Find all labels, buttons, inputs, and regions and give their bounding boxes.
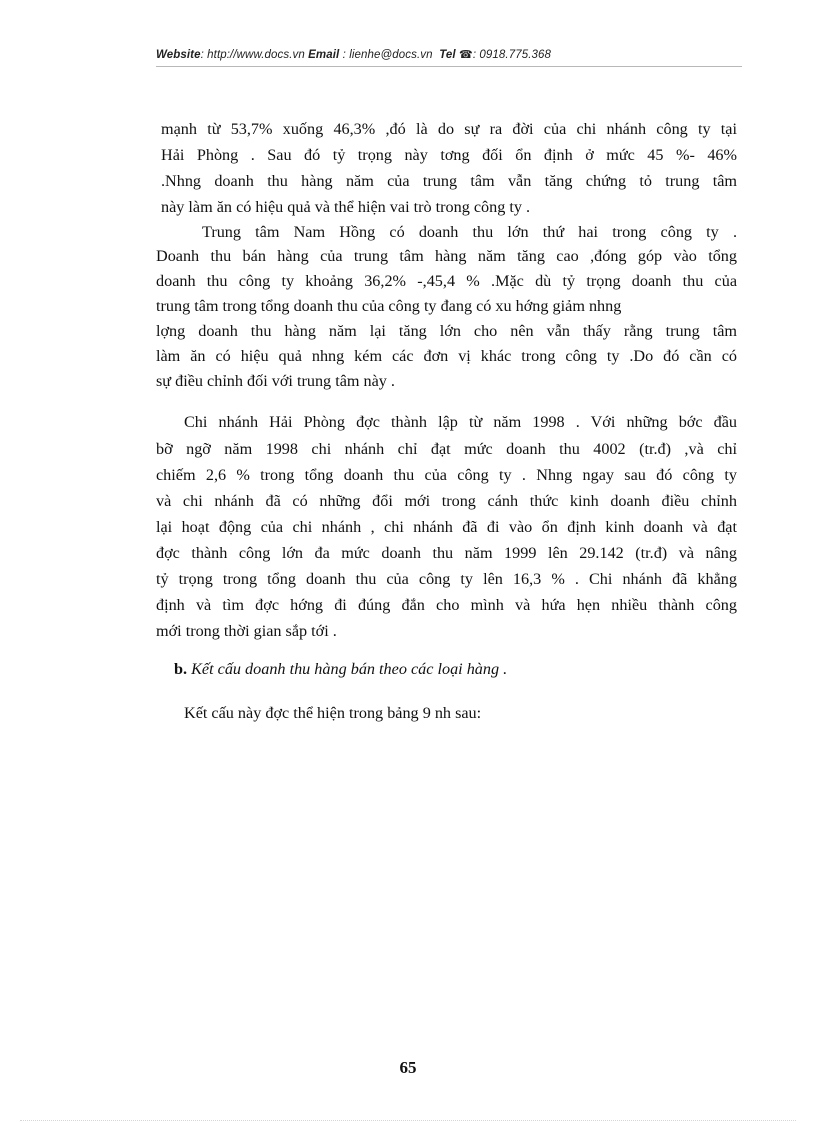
paragraph-2-line-1: Trung tâm Nam Hồng có doanh thu lớn thứ hai trong công ty .	[202, 223, 737, 241]
paragraph-2-line-5: lợng doanh thu hàng năm lại tăng lớn cho nên vẫn thấy rằng trung tâm	[156, 322, 737, 340]
paragraph-2-line-3: doanh thu công ty khoảng 36,2% -,45,4 % .Mặc dù tỷ trọng doanh thu của	[156, 272, 737, 290]
website-label: Website	[156, 49, 201, 61]
paragraph-3-line-9: mới trong thời gian sắp tới .	[156, 622, 337, 640]
header-divider	[156, 66, 742, 67]
table-intro-line: Kết cấu này đợc thể hiện trong bảng 9 nh sau:	[184, 704, 482, 722]
paragraph-3-line-2: bỡ ngỡ năm 1998 chi nhánh chỉ đạt mức doanh thu 4002 (tr.đ) ,và chỉ	[156, 440, 737, 458]
paragraph-1-line-3: .Nhng doanh thu hàng năm của trung tâm vẫn tăng chứng tỏ trung tâm	[161, 172, 737, 190]
paragraph-3-line-7: tỷ trọng trong tổng doanh thu của công ty lên 16,3 % . Chi nhánh đã khẳng	[156, 570, 737, 588]
email-label: Email	[308, 49, 340, 61]
paragraph-3-line-8: định và tìm đợc hớng đi đúng đắn cho mình và hứa hẹn nhiều thành công	[156, 596, 737, 614]
email-value: : lienhe@docs.vn	[339, 49, 433, 61]
paragraph-3-line-4: và chi nhánh đã có những đổi mới trong cánh thức kinh doanh điều chỉnh	[156, 492, 737, 510]
tel-value: : 0918.775.368	[472, 49, 551, 61]
paragraph-1-line-4: này làm ăn có hiệu quả và thể hiện vai trò trong công ty .	[161, 198, 531, 216]
paragraph-3-line-6: đợc thành công lớn đa mức doanh thu năm 1999 lên 29.142 (tr.đ) và nâng	[156, 544, 737, 562]
paragraph-2-line-2: Doanh thu bán hàng của trung tâm hàng năm tăng cao ,đóng góp vào tổng	[156, 247, 737, 265]
subheading-letter: b.	[174, 660, 188, 678]
page-number: 65	[399, 1058, 417, 1077]
paragraph-1-line-1: mạnh từ 53,7% xuống 46,3% ,đó là do sự ra đời của chi nhánh công ty tại	[161, 120, 737, 138]
paragraph-3-line-1: Chi nhánh Hải Phòng đợc thành lập từ năm 1998 . Với những bớc đầu	[184, 413, 737, 431]
subheading-title: Kết cấu doanh thu hàng bán theo các loại hàng .	[187, 660, 508, 678]
phone-icon: ☎	[459, 49, 473, 61]
paragraph-2-line-4: trung tâm trong tổng doanh thu của công ty đang có xu hớng giảm nhng	[156, 297, 622, 315]
paragraph-2-line-7: sự điều chỉnh đối với trung tâm này .	[156, 372, 395, 390]
website-value: : http://www.docs.vn	[200, 49, 305, 61]
paragraph-3-line-3: chiếm 2,6 % trong tổng doanh thu của công ty . Nhng ngay sau đó công ty	[156, 466, 737, 484]
paragraph-3-line-5: lại hoạt động của chi nhánh , chi nhánh đã đi vào ổn định kinh doanh và đạt	[156, 518, 737, 536]
footer-divider	[20, 1120, 796, 1121]
page-header	[156, 48, 742, 61]
paragraph-1-line-2: Hải Phòng . Sau đó tỷ trọng này tơng đối ổn định ở mức 45 %- 46%	[161, 146, 737, 164]
paragraph-2-line-6: làm ăn có hiệu quả nhng kém các đơn vị khác trong công ty .Do đó cần có	[156, 347, 737, 365]
section-subheading	[174, 660, 507, 679]
tel-label: Tel	[439, 49, 456, 61]
